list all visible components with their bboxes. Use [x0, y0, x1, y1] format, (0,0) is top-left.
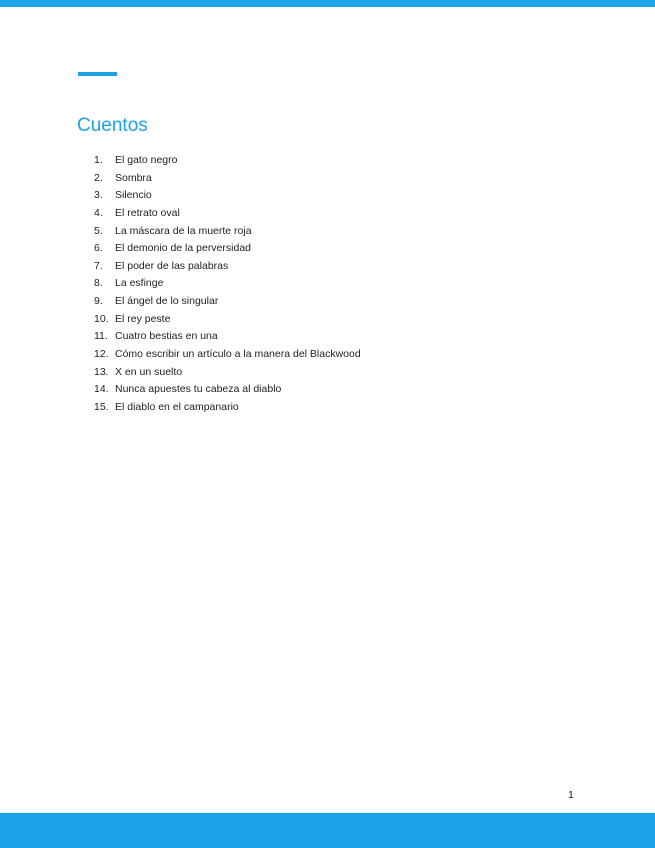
list-item	[94, 399, 361, 417]
page-number: 1	[568, 789, 574, 801]
bottom-accent-bar	[0, 813, 655, 848]
story-list	[94, 152, 361, 417]
list-item-number: 2.	[94, 171, 103, 184]
list-item-title: La esfinge	[115, 277, 164, 290]
list-item-number: 14.	[94, 383, 109, 396]
list-item	[94, 311, 361, 329]
list-item-title: El retrato oval	[115, 206, 180, 219]
list-item-title: Sombra	[115, 171, 152, 184]
list-item-title: El gato negro	[115, 154, 178, 166]
list-item	[94, 152, 361, 170]
list-item-number: 5.	[94, 224, 103, 237]
top-accent-bar	[0, 0, 655, 7]
list-item	[94, 346, 361, 364]
list-item-title: Nunca apuestes tu cabeza al diablo	[115, 383, 282, 396]
list-item-number: 1.	[94, 154, 103, 166]
list-item	[94, 258, 361, 276]
list-item	[94, 364, 361, 382]
list-item-number: 10.	[94, 312, 109, 325]
list-item-number: 6.	[94, 242, 103, 255]
list-item-number: 4.	[94, 206, 103, 219]
list-item-title: La máscara de la muerte roja	[115, 224, 252, 237]
list-item	[94, 328, 361, 346]
list-item-number: 13.	[94, 365, 109, 378]
list-item-title: El poder de las palabras	[115, 259, 229, 272]
list-item-number: 11.	[94, 330, 108, 343]
list-item-number: 3.	[94, 189, 103, 202]
list-item	[94, 381, 361, 399]
list-item	[94, 275, 361, 293]
list-item-number: 8.	[94, 277, 103, 290]
list-item	[94, 240, 361, 258]
list-item	[94, 187, 361, 205]
list-item	[94, 223, 361, 241]
list-item-title: El diablo en el campanario	[115, 400, 239, 413]
list-item-number: 15.	[94, 400, 109, 413]
list-item	[94, 170, 361, 188]
list-item-number: 12.	[94, 348, 109, 361]
list-item-number: 9.	[94, 295, 103, 308]
page-title: Cuentos	[77, 115, 148, 136]
list-item-title: Cómo escribir un artículo a la manera del Blackwood	[115, 348, 361, 361]
list-item	[94, 293, 361, 311]
list-item-title: El ángel de lo singular	[115, 295, 219, 308]
list-item-number: 7.	[94, 259, 103, 272]
list-item-title: El rey peste	[115, 312, 171, 325]
list-item-title: El demonio de la perversidad	[115, 242, 251, 255]
list-item-title: Cuatro bestias en una	[115, 330, 218, 343]
list-item-title: Silencio	[115, 189, 152, 202]
list-item-title: X en un suelto	[115, 365, 183, 378]
list-item	[94, 205, 361, 223]
heading-accent-line	[78, 72, 117, 76]
